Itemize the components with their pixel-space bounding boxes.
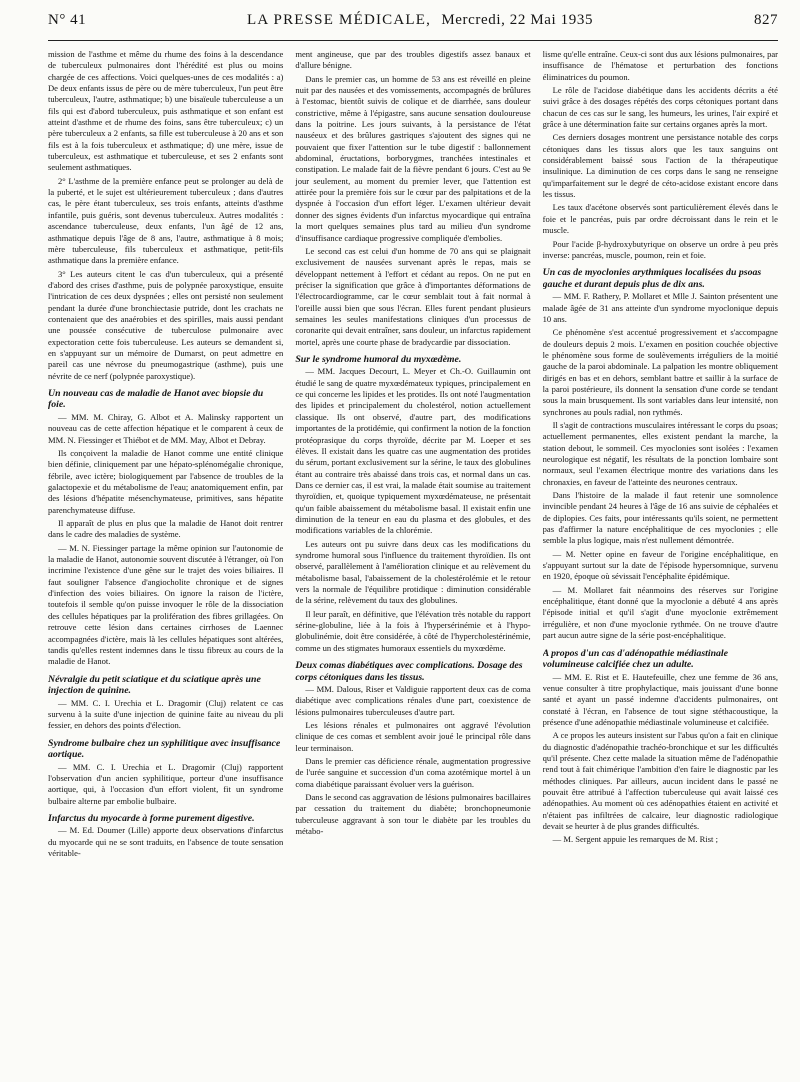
section-heading: A propos d'un cas d'adénopathie médiastinale volumineuse calcifiée chez un adulte. <box>542 647 729 670</box>
paragraph: Ces derniers dosages montrent une persistance notable des corps cétoniques dans les tissus alors que les taux sanguins ont considérablement baissé sous l'action de la thérapeutique insulinique. La diminution de ces corps dans le sang ne renseigne qu'imparfaitement sur le degré de céto-acidose existant encore dans les tissus. <box>542 132 778 200</box>
paragraph: Les auteurs ont pu suivre dans deux cas les modifications du syndrome humoral sous l'influence du traitement thyroïdien. Ils ont observé, parallèlement à l'amélioration clinique et au relèvement du métabolisme basal, l'abaissement de la cholestérolémie et le retour vers la normale de l'équilibre protidique : diminution considérable de la sérine, relèvement du taux des globulines. <box>295 538 531 606</box>
paragraph: — M. N. Fiessinger partage la même opinion sur l'autonomie de la maladie de Hanot, autonomie souvent discutée à l'étranger, où l'on incrimine l'existence d'une gêne sur le trajet des voies biliaires. Il faut souligner l'absence d'angiocholite chronique et de signes d'infection des voies biliaires. On ignore la raison de l'ictère, toutefois il semble qu'on puisse invoquer le rôle de la dissociation des cellules hépatiques par la prolifération des fibres grillagées. On retrouve cette lésion dans certaines cirrhoses de Laennec accompagnées d'ictère, mais là les cellules hépatiques sont altérées, tandis qu'elles restent indemnes dans le tissu fibreux au cours de la maladie de Hanot. <box>48 542 284 667</box>
paragraph: ment angineuse, que par des troubles digestifs assez banaux et d'allure bénigne. <box>295 49 531 71</box>
paragraph: Dans le premier cas déficience rénale, augmentation progressive de l'urée sanguine et succession d'un coma azotémique mortel à un coma diabétique paraissant évoluer vers la guérison. <box>295 756 531 789</box>
paragraph: — MM. E. Rist et E. Hautefeuille, chez une femme de 36 ans, venue consulter à titre prophylactique, mais jouissant d'une bonne santé et ayant un passé indemne d'accidents pulmonaires, ont constaté à l'écran, en l'absence de tout signe stéthacoustique, la présence d'une adénopathie médiastinale volumineuse et calcifiée. <box>542 671 778 727</box>
page-header <box>48 12 778 41</box>
issue-number: N° 41 <box>48 12 87 28</box>
paragraph: — MM. M. Chiray, G. Albot et A. Malinsky rapportent un nouveau cas de cette affection hépatique et le comparent à ceux de MM. N. Fiessinger et Thiébot et de MM. May, Albot et Debray. <box>48 411 284 445</box>
paragraph: Dans le premier cas, un homme de 53 ans est réveillé en pleine nuit par des nausées et des vomissements, accompagnés de brûlures à l'estomac, bientôt suivis de colique et de diarrhée, sans douleur constrictive, même à l'épigastre, sans aucune sensation douloureuse dans la poitrine. Les jours suivants, à la persistance de l'état nauséeux et des brûlures gastriques s'ajoutent des signes qui ne pouvaient que fixer l'attention sur le tube digestif : ballonnement abdominal, éructations, borborygmes, tranchées intestinales et constipation. Le malade fait de la fièvre pendant 6 jours. C'est au 9e jour seulement, au moment du premier lever, que l'attention est attirée pour la première fois sur le cœur par des palpitations et de la dyspnée à l'occasion d'un effort léger. L'examen ultérieur devait donner des signes évidents d'un infarctus myocardique qui entraîna la mort quelques semaines plus tard au milieu d'un syndrome d'insuffisance cardiaque progressive compliquée d'embolies. <box>295 73 531 243</box>
section-heading: Sur le syndrome humoral du myxœdème. <box>295 353 462 365</box>
section-heading: Un nouveau cas de maladie de Hanot avec biopsie du foie. <box>48 387 264 411</box>
section-heading: Syndrome bulbaire chez un syphilitique avec insuffisance aortique. <box>48 737 281 761</box>
paragraph: Il apparaît de plus en plus que la maladie de Hanot doit rentrer dans le cadre des maladies de système. <box>48 518 284 540</box>
paragraph: — MM. C. I. Urechia et L. Dragomir (Cluj) rapportent l'observation d'un ancien syphilitique, porteur d'une insuffisance aortique, qui, à l'occasion d'un effort violent, fit un syndrome bulbaire alterne par embolie bulbaire. <box>48 761 284 806</box>
paragraph: Le second cas est celui d'un homme de 70 ans qui se plaignait exclusivement de nausées survenant après le repas, mais se développant nettement à l'effort et cédant au repos. On ne put en préciser la signification que grâce à d'importantes déformations de l'électrocardiogramme, car le cœur semblait tout à fait normal à l'oreille aussi bien que sous l'écran. Elles furent pendant plusieurs semaines les seules manifestations cliniques d'un processus de coronarite qui devait entraîner, sans douleur, un infarctus rapidement mortel, après une courte phase de bradycardie par dissociation. <box>295 245 531 347</box>
column-3 <box>543 49 778 1069</box>
paragraph: Ils conçoivent la maladie de Hanot comme une entité clinique bien définie, cliniquement par une hépato-splénomégalie chronique, fébrile, avec ictère; biologiquement par l'absence de troubles de la galactopexie et du métabolisme de l'eau; anatomiquement enfin, par des lésions d'hépatite mésenchymateuse, primitives, sans hépatite parenchymateuse diffuse. <box>48 448 284 515</box>
section-heading: Infarctus du myocarde à forme purement digestive. <box>48 812 255 824</box>
paragraph: — MM. Dalous, Riser et Valdiguie rapportent deux cas de coma diabétique avec complications rénales d'une part, coexistence de lésions pulmonaires tuberculeuses d'autre part. <box>295 684 531 717</box>
journal-title: LA PRESSE MÉDICALE, <box>247 12 432 28</box>
journal-masthead <box>86 12 754 29</box>
paragraph: — M. Ed. Doumer (Lille) apporte deux observations d'infarctus du myocarde qui ne se sont traduits, en l'absence de toute sensation véritable- <box>48 825 284 859</box>
column-1 <box>48 49 283 1069</box>
paragraph: — MM. F. Rathery, P. Mollaret et Mlle J. Sainton présentent une malade âgée de 31 ans atteinte d'un syndrome myoclonique depuis 10 ans. <box>542 291 778 324</box>
paragraph: Il leur paraît, en définitive, que l'élévation très notable du rapport sérine-globuline, liée à la fois à l'hypersérinémie et à l'hypo-globulinémie, doit être considérée, à côté de l'hypercholestérinémie, comme un des stigmates humoraux essentiels du myxœdème. <box>295 608 531 653</box>
paragraph: Ce phénomène s'est accentué progressivement et s'accompagne de douleurs depuis 2 mois. L'examen en position couchée objective le phénomène sous forme de soulèvements irréguliers de la moitié gauche de la paroi abdominale. La palpation les montre obliquement dirigés en bas et en dehors, semblant battre et saillir à la surface de la paroi postérieure, ils donnent la sensation d'une corde se tendant sous la main brusquement. Ils sont variables dans leur intensité, non synchrones au pouls radial, non rythmés. <box>542 327 778 417</box>
paragraph: — M. Sergent appuie les remarques de M. Rist ; <box>552 834 718 845</box>
paragraph: Dans le second cas aggravation de lésions pulmonaires bacillaires par cessation du traitement du diabète; bronchopneumonie tuberculeuse aggravant à son tour le diabète par les troubles du métabo- <box>295 792 531 837</box>
paragraph: Dans l'histoire de la malade il faut retenir une somnolence invincible pendant 24 heures à l'âge de 16 ans suivie de céphalées et de diplopies. Ces faits, pour intéressants qu'ils soient, ne permettent pas d'affirmer la nature encéphalitique de ces myoclonies ; elle semble la plus logique, mais n'est nullement démontrée. <box>542 490 778 546</box>
paragraph: A ce propos les auteurs insistent sur l'abus qu'on a fait en clinique du diagnostic d'adénopathie trachéo-bronchique et sur les difficultés qu'il présente. Chez cette malade la situation même de l'adénopathie rend tout à fait chimérique l'ambition d'en faire le diagnostic par les méthodes cliniques. Par ailleurs, aucun incident dans le passé ne pouvait être attribué à l'affection tuberculeuse qui avait laissé ces adénopathies. Au moment où ces adénopathies étaient en activité et n'étaient pas infiltrées de calcaire, leur diagnostic radiologique devait se heurter à de plus grandes difficultés. <box>542 730 778 831</box>
paragraph: Le rôle de l'acidose diabétique dans les accidents décrits a été suivi grâce à des dosages répétés des corps cétoniques portant dans chacun de ces cas sur le sang, les humeurs, les urines, l'air expiré et grâce à une détermination faite sur certains organes après la mort. <box>542 85 778 130</box>
paragraph: Les lésions rénales et pulmonaires ont aggravé l'évolution clinique de ces comas et semblent avoir joué le principal rôle dans leur terminaison. <box>295 720 531 753</box>
paragraph: — M. Netter opine en faveur de l'origine encéphalitique, en s'appuyant surtout sur la date de l'épisode hypersomnique, survenu en 1920, époque où sévissait l'encéphalite épidémique. <box>542 548 778 582</box>
issue-date: Mercredi, 22 Mai 1935 <box>441 12 594 28</box>
paragraph: Il s'agit de contractions musculaires intéressant le corps du psoas; actuellement permanentes, elles existent pendant la marche, la station debout, le sommeil. Ces myoclonies sont isolées : l'examen neurologique est négatif, les résultats de la ponction lombaire sont normaux, seul l'examen électrique montre des variations dans les chronaxies, en faveur de l'atteinte des neurones centraux. <box>542 419 778 487</box>
section-heading: Deux comas diabétiques avec complications. Dosage des corps cétoniques dans les tissus. <box>295 660 523 683</box>
paragraph: lisme qu'elle entraîne. Ceux-ci sont dus aux lésions pulmonaires, par insuffisance de l'hématose et perturbation des fonctions éliminatrices du poumon. <box>542 49 778 82</box>
page-number: 827 <box>754 12 778 28</box>
paragraph: 3° Les auteurs citent le cas d'un tuberculeux, qui a présenté d'abord des crises d'asthme, puis de polypnée paroxystique, ensuite l'intrication de ces deux dyspnées ; elles ont persisté non seulement pendant la durée d'une bronchiectasie putride, dont les crachats ne contenaient que des anaérobies et des spirilles, mais aussi pendant une poussée consécutive de tuberculose pulmonaire avec expectoration cette fois tuberculeuse. Les auteurs se demandent si, en s'appuyant sur un mémoire de Dumarst, on peut admettre en pareil cas une névrose du pneumogastrique (asthme), puis une névrite de ce nerf (polypnée paroxystique). <box>48 268 284 381</box>
text-columns <box>48 49 778 1069</box>
paragraph: — MM. Jacques Decourt, L. Meyer et Ch.-O. Guillaumin ont étudié le sang de quatre myxœdémateux typiques, principalement en ce qui concerne les lipides et les protides. Ils ont noté l'augmentation des lipides et principalement du cholestérol, notion actuellement classique. Ils ont observé, d'autre part, des modifications importantes de la protidémie, qui confirment la notion de la fonction protéoprasique du corps thyroïde, décrite par M. Loeper et ses élèves. Il existait dans les quatre cas une augmentation des protides du sérum, portant exclusivement sur la sérine, le taux des globulines étant au contraire très abaissé dans trois cas, et normal dans un cas. Dans ce dernier cas, il est vrai, la malade était soumise au traitement thyroïdien, et, quoique typiquement myxœdémateuse, ne présentait qu'un faible abaissement du métabolisme basal. Il existait enfin une diminution de la teneur en eau du plasma et des globules, et des modifications variables de la chlorémie. <box>295 366 531 536</box>
paragraph: Pour l'acide β-hydroxybutyrique on observe un ordre à peu près inverse: pancréas, muscle, poumon, rein et foie. <box>542 238 778 260</box>
column-2 <box>295 49 530 1069</box>
section-heading: Un cas de myoclonies arythmiques localisées du psoas gauche et durant depuis plus de dix ans. <box>542 267 762 290</box>
section-heading: Névralgie du petit sciatique et du sciatique après une injection de quinine. <box>48 673 261 697</box>
paragraph: — M. Mollaret fait néanmoins des réserves sur l'origine encéphalitique, étant donné que la myoclonie a débuté 4 ans après l'épisode initial et qu'il s'agit d'une myoclonie extrêmement irrégulière, et non d'une myoclonie rythmée. On ne trouve d'autre part aucun autre signe de la série post-encéphalitique. <box>542 584 778 641</box>
paragraph: Les taux d'acétone observés sont particulièrement élevés dans le foie et le pancréas, puis par ordre décroissant dans le rein et le muscle. <box>542 202 778 236</box>
paragraph: — MM. C. I. Urechia et L. Dragomir (Cluj) relatent ce cas survenu à la suite d'une injection de quinine faite au niveau du pli fessier, en dehors des points d'élection. <box>48 697 284 731</box>
paragraph: 2° L'asthme de la première enfance peut se prolonger au delà de la puberté, et le sujet est ultérieurement tuberculeux ; dans d'autres cas, le père étant tuberculeux, ses trois enfants, atteints d'asthme infantile, puis guéris, sont devenus tuberculeux. Autres modalités : ascendance tuberculeuse, deux enfants, l'un âgé de 12 ans, asthmatique depuis l'âge de 8 ans, l'autre, asthmatique à 8 mois; mère tuberculeuse, fils tuberculeux et asthmatique, petit-fils asthmatique dans la première enfance. <box>48 175 284 266</box>
paragraph: mission de l'asthme et même du rhume des foins à la descendance de tuberculeux pulmonaires dont l'hérédité est plus ou moins chargée de ces affections. Voici quelques-unes de ces modalités : a) De deux enfants issus de père ou de mère tuberculeux, l'un peut être tuberculeux, l'autre, asthmatique; b) une bisaïeule tuberculeuse a un fils qui est d'abord tuberculeux, puis asthmatique et son enfant est atteint d'asthme et de rhume des foins, sans être tuberculeux; c) un père tuberculeux a 2 enfants, sa fille est tuberculeuse à 20 ans et son fils est à la fois tuberculeux et asthmatique; d) une mère, issue de tuberculeux, est asthmatique et tuberculeuse, et ses 2 enfants sont seulement asthmatiques. <box>48 49 284 173</box>
